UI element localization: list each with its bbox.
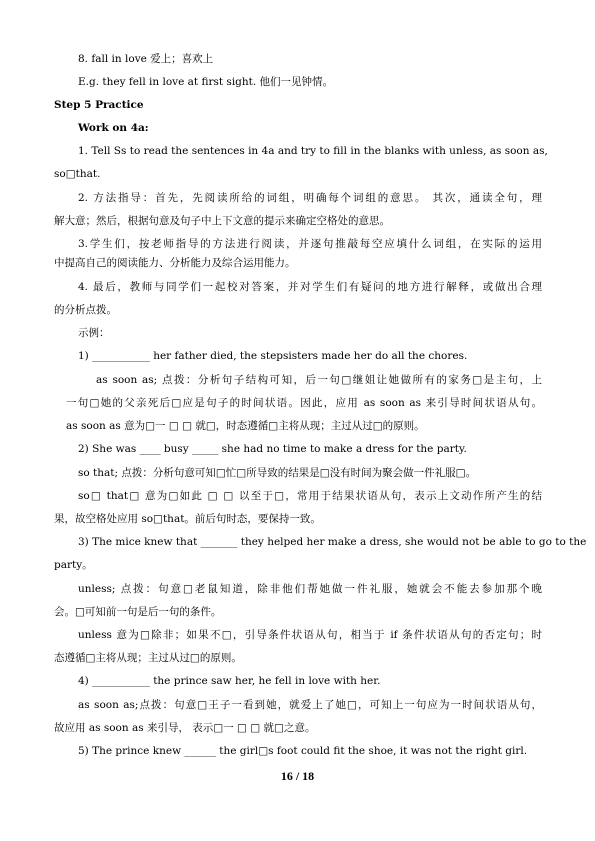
exercise-question-5: 5) The prince knew ______ the girl□s foot could fit the shoe, it was not the right girl. [78, 745, 528, 757]
explanation-line: as soon as 意为□一 □ □ 就□，时态遵循□主将从现；主过从过□的原则。 [66, 420, 425, 432]
example-sentence: E.g. they fell in love at first sight. 他们一见钟情。 [78, 76, 334, 88]
paragraph-line: 4. 最后，教师与同学们一起校对答案，并对学生们有疑问的地方进行解释，或做出合理 [78, 281, 542, 293]
explanation-line: 一句□她的父亲死后□应是句子的时间状语。因此，应用 as soon as 来引导时间状语从句。 [66, 397, 542, 409]
paragraph-line: 1. Tell Ss to read the sentences in 4a and try to fill in the blanks with unless, as soon as, [78, 145, 548, 157]
subheading-work-on-4a: Work on 4a: [78, 122, 149, 134]
paragraph-line: 3.学生们，按老师指导的方法进行阅读，并逐句推敲每空应填什么词组，在实际的运用 [78, 238, 542, 250]
paragraph-line: 中提高自己的阅读能力、分析能力及综合运用能力。 [54, 257, 296, 269]
explanation-line: 会。□可知前一句是后一句的条件。 [54, 606, 222, 618]
explanation-line: as soon as;点拨：句意□王子一看到她，就爱上了她□，可知上一句应为一时间状语从句， [78, 699, 542, 711]
paragraph-line: 解大意；然后，根据句意及句子中上下文意的提示来确定空格处的意思。 [54, 215, 390, 227]
explanation-line: so□ that□ 意为□如此 □ □ 以至于□，常用于结果状语从句，表示上文动作所产生的结 [78, 490, 542, 502]
exercise-question-3-cont: party。 [54, 559, 93, 571]
vocab-item-fall-in-love: 8. fall in love 爱上；喜欢上 [78, 53, 214, 65]
explanation-line: unless 意为□除非；如果不□，引导条件状语从句，相当于 if 条件状语从句的否定句；时 [78, 629, 542, 641]
explanation-line: so that; 点拨：分析句意可知□忙□所导致的结果是□没有时间为聚会做一件礼服□。 [78, 467, 477, 479]
paragraph-line: 的分析点拨。 [54, 304, 117, 316]
exercise-question-3: 3) The mice knew that _______ they helped her make a dress, she would not be able to go to the [78, 536, 587, 548]
exercise-question-1: 1) ___________ her father died, the stepsisters made her do all the chores. [78, 350, 468, 362]
explanation-line: 故应用 as soon as 来引导， 表示□一 □ □ 就□之意。 [54, 722, 316, 734]
section-heading-step5: Step 5 Practice [54, 99, 144, 111]
paragraph-line: so□that. [54, 168, 101, 180]
example-label: 示例： [78, 327, 110, 339]
exercise-question-4: 4) ___________ the prince saw her, he fell in love with her. [78, 675, 381, 687]
paragraph-line: 2. 方法指导：首先，先阅读所给的词组，明确每个词组的意思。 其次，通读全句，理 [78, 192, 542, 204]
page-number: 16 / 18 [280, 769, 315, 783]
explanation-line: unless; 点拨：句意□老鼠知道，除非他们帮她做一件礼服，她就会不能去参加那个晚 [78, 583, 542, 595]
exercise-question-2: 2) She was ____ busy _____ she had no time to make a dress for the party. [78, 443, 467, 455]
explanation-line: 果，故空格处应用 so□that。前后句时态，要保持一致。 [54, 513, 321, 525]
explanation-line: 态遵循□主将从现；主过从过□的原则。 [54, 652, 242, 664]
explanation-line: as soon as; 点拨：分析句子结构可知，后一句□继姐让她做所有的家务□是主句，上 [96, 374, 542, 386]
